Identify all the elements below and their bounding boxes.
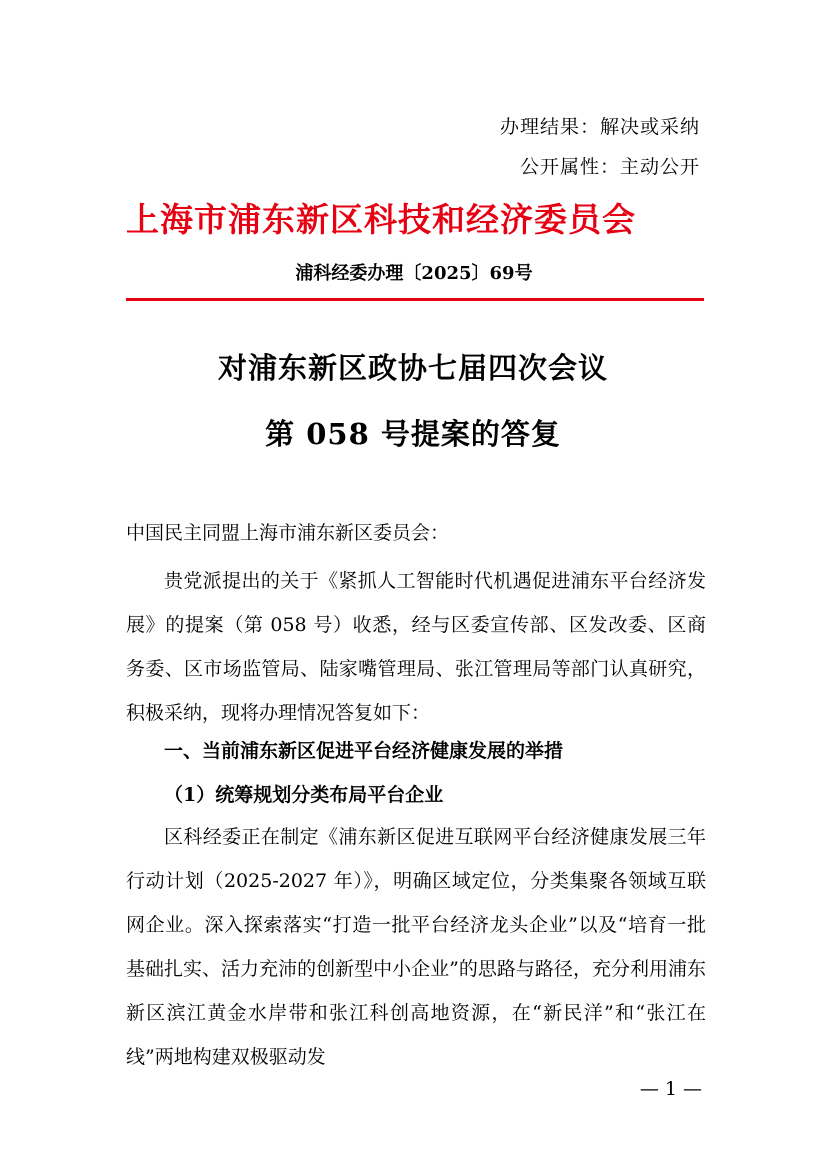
page-number: — 1 — xyxy=(639,1078,702,1100)
red-divider-line xyxy=(126,298,704,301)
document-title-line-1: 对浦东新区政协七届四次会议 xyxy=(217,351,608,385)
issuing-organization: 上海市浦东新区科技和经济委员会 xyxy=(126,200,636,239)
document-number: 浦科经委办理〔2025〕69号 xyxy=(295,263,533,284)
document-title-line-2: 第 058 号提案的答复 xyxy=(265,417,561,451)
body-paragraph-1: 贵党派提出的关于《紧抓人工智能时代机遇促进浦东平台经济发展》的提案（第 058 号）收悉，经与区委宣传部、区发改委、区商务委、区市场监管局、陆家嘴管理局、张江管理局等部门认真研究，积极采纳，现将办理情况答复如下： xyxy=(126,570,706,724)
disclosure-attribute: 公开属性：主动公开 xyxy=(519,156,700,178)
salutation: 中国民主同盟上海市浦东新区委员会： xyxy=(126,522,450,544)
section-heading-1: 一、当前浦东新区促进平台经济健康发展的举措 xyxy=(164,740,564,762)
subsection-heading-1: （1）统筹规划分类布局平台企业 xyxy=(164,784,444,806)
handling-result: 办理结果：解决或采纳 xyxy=(499,116,700,138)
body-paragraph-2: 区科经委正在制定《浦东新区促进互联网平台经济健康发展三年行动计划（2025-2027 年）》，明确区域定位，分类集聚各领域互联网企业。深入探索落实“打造一批平台经济龙头企业”以及“培育一批基础扎实、活力充沛的创新型中小企业”的思路与路径，充分利用浦东新区滨江黄金水岸带和张江科创高地资源，在“新民洋”和“张江在线”两地构建双极驱动发 xyxy=(126,826,706,1068)
